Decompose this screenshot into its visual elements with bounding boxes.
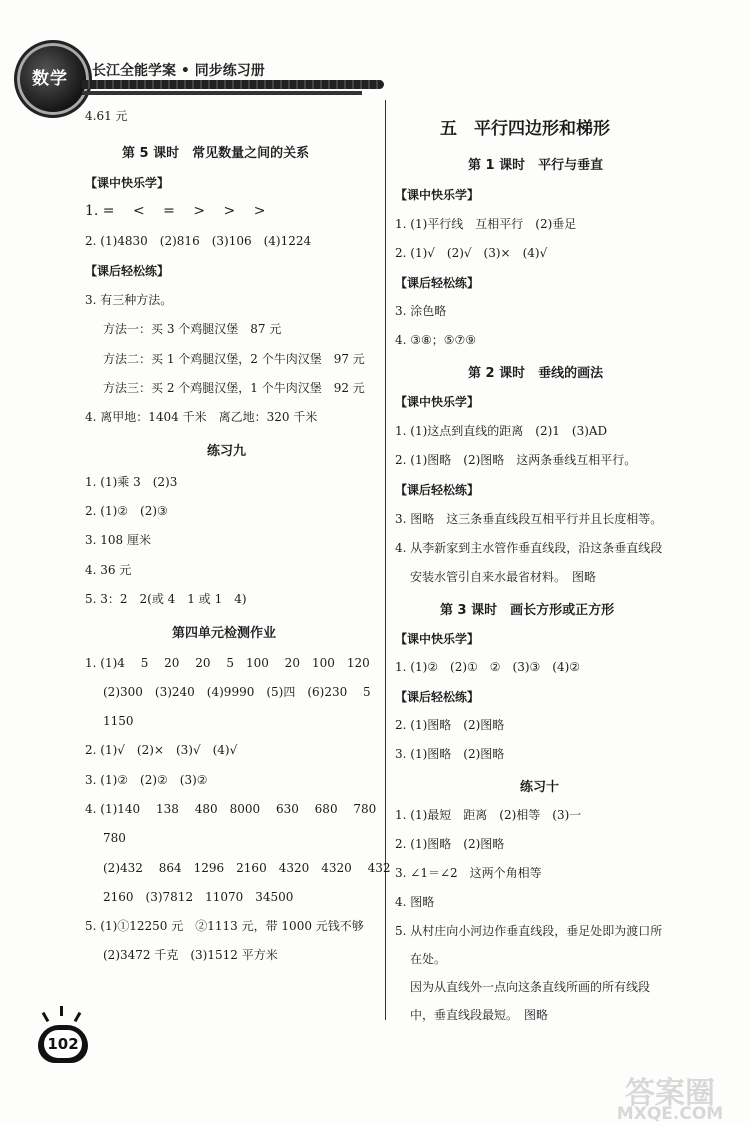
answer-line: (2)300 (3)240 (4)9990 (5)四 (6)230 5	[103, 685, 371, 699]
answer-line: 5. (1)①12250 元 ②1113 元，带 1000 元钱不够	[85, 919, 364, 933]
book-title: 长江全能学案 • 同步练习册	[92, 63, 265, 79]
answer-line: 2. (1)√ (2)√ (3)× (4)√	[395, 246, 548, 260]
answer-line: 2. (1)√ (2)× (3)√ (4)√	[85, 743, 238, 757]
answer-line: 1. (1)这点到直线的距离 (2)1 (3)AD	[395, 424, 608, 438]
answer-line: 4. 36 元	[85, 563, 132, 577]
answer-line: 1. (1)乘 3 (2)3	[85, 475, 178, 489]
subsection-label: 【课后轻松练】	[395, 276, 480, 290]
answer-line: 3. 图略 这三条垂直线段互相平行并且长度相等。	[395, 512, 663, 526]
answer-line: 方法三：买 2 个鸡腿汉堡，1 个牛肉汉堡 92 元	[103, 381, 365, 395]
answer-line: 2. (1)② (2)③	[85, 504, 168, 518]
subsection-label: 【课后轻松练】	[85, 264, 170, 278]
decor-spark	[42, 1012, 50, 1022]
answer-line: 4. 图略	[395, 895, 435, 909]
watermark-logo: 答案圈	[625, 1076, 715, 1111]
answer-line: 1. (1)平行线 互相平行 (2)垂足	[395, 217, 577, 231]
answer-line: 1. (1)② (2)① ② (3)③ (4)②	[395, 660, 581, 674]
logo-text: 数学	[32, 69, 68, 89]
answer-line: 2. (1)4830 (2)816 (3)106 (4)1224	[85, 234, 312, 248]
lesson-heading: 第 2 课时 垂线的画法	[468, 366, 604, 381]
answer-line: 5. 3：2 2(或 4 1 或 1 4)	[85, 592, 247, 606]
subsection-label: 【课后轻松练】	[395, 690, 480, 704]
answer-line: 780	[103, 831, 126, 845]
subsection-label: 【课中快乐学】	[395, 632, 480, 646]
lesson-heading: 第 3 课时 画长方形或正方形	[440, 603, 615, 618]
answer-line: 4. (1)140 138 480 8000 630 680 780	[85, 802, 377, 816]
answer-line: 3. (1)图略 (2)图略	[395, 747, 505, 761]
watermark-url: MXQE.COM	[616, 1104, 724, 1124]
answer-line: 3. 涂色略	[395, 304, 447, 318]
subsection-label: 【课后轻松练】	[395, 483, 480, 497]
answer-line: 4.61 元	[85, 109, 128, 123]
answer-line: 安装水管引自来水最省材料。 图略	[410, 570, 597, 584]
answer-line: 1150	[103, 714, 134, 728]
answer-line: (2)3472 千克 (3)1512 平方米	[103, 948, 278, 962]
unit-test-heading: 第四单元检测作业	[172, 626, 277, 641]
answer-line: 方法一：买 3 个鸡腿汉堡 87 元	[103, 322, 282, 336]
answer-line: (2)432 864 1296 2160 4320 4320 432	[103, 861, 391, 875]
answer-line: 3. ∠1＝∠2 这两个角相等	[395, 866, 542, 880]
subsection-label: 【课中快乐学】	[85, 176, 170, 190]
subsection-label: 【课中快乐学】	[395, 188, 480, 202]
header-decor-bar	[82, 80, 384, 89]
answer-line: 3. 有三种方法。	[85, 293, 173, 307]
answer-line: 在处。	[410, 952, 447, 966]
exercise-heading: 练习九	[207, 444, 247, 459]
answer-line: 2160 (3)7812 11070 34500	[103, 890, 294, 904]
subsection-label: 【课中快乐学】	[395, 395, 480, 409]
page-number: 102	[44, 1030, 82, 1058]
answer-line: 3. 108 厘米	[85, 533, 151, 547]
answer-line: 1. (1)4 5 20 20 5 100 20 100 120	[85, 656, 370, 670]
lesson-heading: 第 5 课时 常见数量之间的关系	[122, 146, 310, 161]
answer-line: 方法二：买 1 个鸡腿汉堡，2 个牛肉汉堡 97 元	[103, 352, 365, 366]
answer-line: 3. (1)② (2)② (3)②	[85, 773, 208, 787]
decor-spark	[74, 1012, 82, 1022]
answer-line: 5. 从村庄向小河边作垂直线段，垂足处即为渡口所	[395, 924, 663, 938]
answer-line: 因为从直线外一点向这条直线所画的所有线段	[410, 980, 651, 994]
answer-line: 2. (1)图略 (2)图略	[395, 837, 505, 851]
lesson-heading: 第 1 课时 平行与垂直	[468, 158, 604, 173]
answer-line: 4. 离甲地：1404 千米 离乙地：320 千米	[85, 410, 318, 424]
answer-line: 4. ③⑧；⑤⑦⑨	[395, 333, 477, 347]
answer-line: 1. = < = > > >	[85, 203, 266, 219]
chapter-heading: 五 平行四边形和梯形	[440, 119, 610, 139]
answer-line: 2. (1)图略 (2)图略	[395, 718, 505, 732]
answer-line: 4. 从李新家到主水管作垂直线段，沿这条垂直线段	[395, 541, 663, 555]
answer-line: 1. (1)最短 距离 (2)相等 (3)一	[395, 808, 582, 822]
exercise-heading: 练习十	[520, 780, 560, 795]
answer-line: 2. (1)图略 (2)图略 这两条垂线互相平行。	[395, 453, 637, 467]
column-divider	[385, 100, 386, 1020]
decor-spark	[60, 1006, 63, 1016]
header-decor-line	[82, 91, 362, 95]
answer-line: 中，垂直线段最短。 图略	[410, 1008, 549, 1022]
